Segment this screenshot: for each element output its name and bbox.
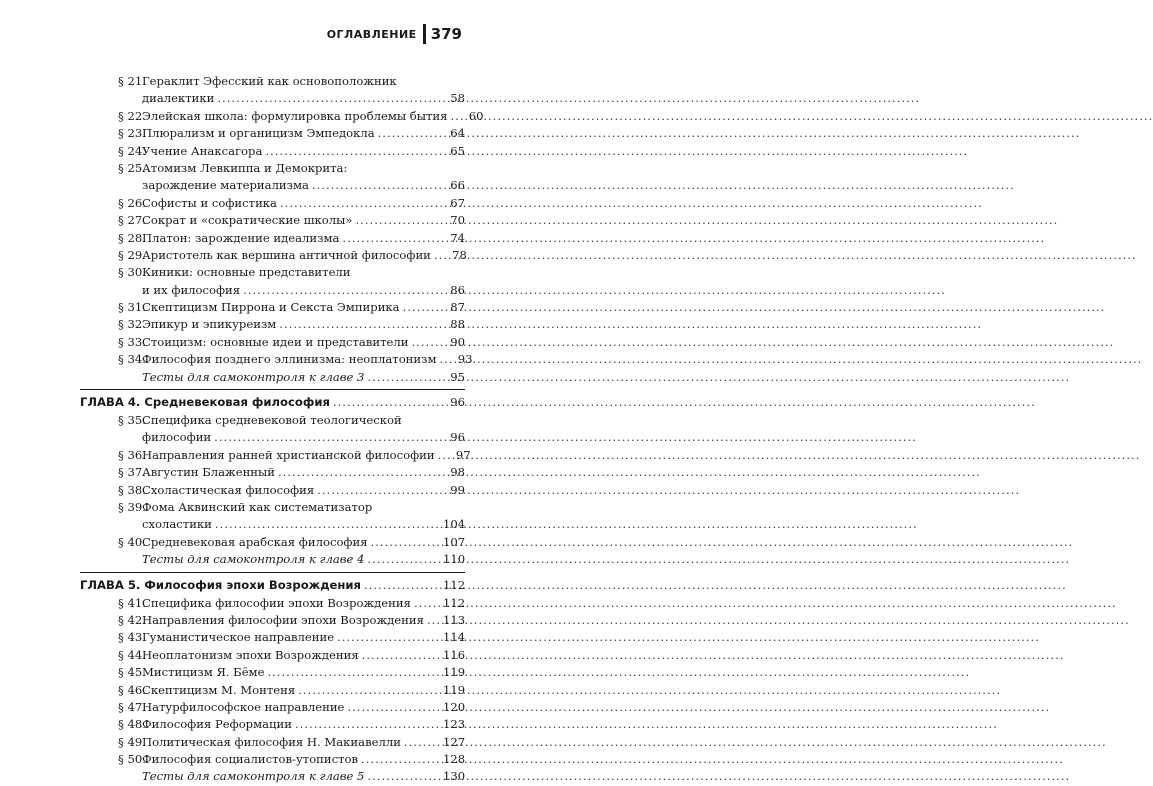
toc-entry xyxy=(80,90,465,107)
toc-entry xyxy=(80,316,465,333)
section-page: 64 xyxy=(450,126,465,141)
section-title: Специфика средневековой теологической xyxy=(142,413,402,428)
dot-leader xyxy=(312,177,440,194)
section-number: § 21. xyxy=(118,74,146,88)
chapter-title: ГЛАВА 4. Средневековая философия xyxy=(80,395,330,410)
section-title: Средневековая арабская философия xyxy=(142,534,368,549)
test-title: Тесты для самоконтроля к главе 4 xyxy=(142,552,365,567)
section-page: 123 xyxy=(443,717,466,732)
section-number: § 38. xyxy=(118,482,146,497)
toc-entry xyxy=(80,716,465,733)
section-number: § 32. xyxy=(118,317,146,332)
section-title: Направления ранней христианской философии xyxy=(142,447,435,462)
section-number: § 45. xyxy=(118,665,146,680)
section-page: 128 xyxy=(443,752,466,767)
section-number: § 31. xyxy=(118,300,146,315)
dot-leader xyxy=(298,682,440,699)
toc-entry xyxy=(80,177,465,194)
toc-entry xyxy=(80,412,465,429)
dot-leader xyxy=(378,125,440,142)
toc-entry xyxy=(80,195,465,212)
section-number: § 24. xyxy=(118,143,146,158)
section-number: § 34. xyxy=(118,352,146,367)
toc-entry xyxy=(80,629,465,646)
section-title: Фома Аквинский как систематизатор xyxy=(142,499,373,514)
section-title: Скептицизм М. Монтеня xyxy=(142,682,296,697)
section-number: § 33. xyxy=(118,334,146,349)
toc-entry xyxy=(80,751,465,768)
test-page: 110 xyxy=(443,552,466,567)
dot-leader xyxy=(362,647,440,664)
chapter-heading xyxy=(80,575,465,595)
toc-entry xyxy=(80,482,465,499)
chapter-divider xyxy=(80,572,465,573)
section-title: Платон: зарождение идеализма xyxy=(142,230,340,245)
section-page: 112 xyxy=(443,595,466,610)
section-title: Скептицизм Пиррона и Секста Эмпирика xyxy=(142,300,400,315)
section-page: 116 xyxy=(443,647,466,662)
section-number: § 44. xyxy=(118,647,146,662)
section-number: § 23. xyxy=(118,126,146,141)
toc-entry xyxy=(80,429,465,446)
section-number: § 22. xyxy=(118,108,146,123)
chapter-heading xyxy=(80,392,465,412)
header-title: ОГЛАВЛЕНИЕ xyxy=(326,27,417,41)
section-number: § 36. xyxy=(118,447,146,462)
section-title: Натурфилософское направление xyxy=(142,699,345,714)
section-title: Политическая философия Н. Макиавелли xyxy=(142,734,401,749)
toc-entry xyxy=(80,734,465,751)
section-number: § 35. xyxy=(118,413,146,428)
dot-leader xyxy=(333,392,440,412)
section-number: § 26. xyxy=(118,195,146,210)
section-page: 96 xyxy=(450,430,465,445)
toc-entry xyxy=(80,351,473,368)
dot-leader xyxy=(265,143,440,160)
toc-entry xyxy=(80,299,465,316)
section-page: 97 xyxy=(455,447,471,462)
dot-leader xyxy=(278,464,440,481)
section-title: Гераклит Эфесский как основоположник xyxy=(142,74,397,88)
section-title: Стоицизм: основные идеи и представители xyxy=(142,334,409,349)
dot-leader xyxy=(367,551,440,568)
section-page: 114 xyxy=(443,630,466,645)
header-page-number: 379 xyxy=(430,25,462,43)
section-page: 66 xyxy=(450,178,465,193)
chapter-divider xyxy=(80,389,465,390)
section-page: 86 xyxy=(450,282,465,297)
section-title: и их философия xyxy=(142,282,241,297)
section-title: Августин Блаженный xyxy=(142,465,275,480)
test-title: Тесты для самоконтроля к главе 3 xyxy=(142,369,365,384)
section-number: § 25. xyxy=(118,160,146,175)
toc-entry xyxy=(80,534,465,551)
dot-leader xyxy=(295,716,440,733)
section-title: диалектики xyxy=(142,91,215,106)
toc-entry xyxy=(80,334,465,351)
section-title: Учение Анаксагора xyxy=(142,143,263,158)
section-number: § 47. xyxy=(118,699,146,714)
dot-leader xyxy=(243,282,440,299)
dot-leader xyxy=(317,482,440,499)
dot-leader xyxy=(371,534,440,551)
dot-leader xyxy=(450,108,458,125)
toc-entry xyxy=(80,160,465,177)
dot-leader xyxy=(355,212,440,229)
dot-leader xyxy=(427,612,440,629)
section-title: философии xyxy=(142,430,212,445)
section-page: 74 xyxy=(450,230,465,245)
section-page: 88 xyxy=(450,317,465,332)
section-title: Направления философии эпохи Возрождения xyxy=(142,612,424,627)
section-page: 78 xyxy=(452,247,467,262)
toc-entry xyxy=(80,447,471,464)
section-title: Неоплатонизм эпохи Возрождения xyxy=(142,647,359,662)
dot-leader xyxy=(404,734,440,751)
section-title: Философия позднего эллинизма: неоплатонизм xyxy=(142,352,437,367)
section-page: 93 xyxy=(457,352,473,367)
section-title: зарождение материализма xyxy=(142,178,309,193)
section-page: 90 xyxy=(450,334,465,349)
section-page: 67 xyxy=(450,195,465,210)
dot-leader xyxy=(342,230,440,247)
chapter-page: 96 xyxy=(450,395,465,410)
dot-leader xyxy=(367,768,440,785)
dot-leader xyxy=(267,664,440,681)
section-title: Философия социалистов-утопистов xyxy=(142,752,359,767)
section-title: схоластики xyxy=(142,517,212,532)
section-title: Аристотель как вершина античной философии xyxy=(142,247,431,262)
toc-entry xyxy=(80,595,465,612)
section-title: Философия Реформации xyxy=(142,717,292,732)
section-page: 87 xyxy=(450,300,465,315)
dot-leader xyxy=(364,575,440,595)
chapter-title: ГЛАВА 5. Философия эпохи Возрождения xyxy=(80,577,361,592)
section-number: § 41. xyxy=(118,595,146,610)
toc-entry xyxy=(80,699,465,716)
table-of-contents xyxy=(80,73,484,786)
test-entry xyxy=(80,551,465,568)
section-title: Гуманистическое направление xyxy=(142,630,335,645)
chapter-page: 112 xyxy=(443,577,466,592)
toc-entry xyxy=(80,108,484,125)
section-number: § 43. xyxy=(118,630,146,645)
dot-leader xyxy=(217,90,440,107)
header-separator xyxy=(423,24,426,44)
dot-leader xyxy=(280,195,440,212)
section-title: Киники: основные представители xyxy=(142,265,351,280)
toc-entry xyxy=(80,499,465,516)
section-title: Элейская школа: формулировка проблемы бытия xyxy=(142,108,448,123)
dot-leader xyxy=(434,247,442,264)
section-title: Специфика философии эпохи Возрождения xyxy=(142,595,411,610)
section-page: 104 xyxy=(443,517,466,532)
dot-leader xyxy=(215,516,440,533)
test-page: 130 xyxy=(443,769,466,784)
test-page: 95 xyxy=(450,369,465,384)
dot-leader xyxy=(439,351,447,368)
section-number: § 39. xyxy=(118,499,146,514)
section-number: § 40. xyxy=(118,534,146,549)
section-page: 107 xyxy=(443,534,466,549)
dot-leader xyxy=(347,699,440,716)
section-page: 127 xyxy=(443,734,466,749)
section-page: 60 xyxy=(468,108,484,123)
toc-entry xyxy=(80,230,465,247)
toc-entry xyxy=(80,516,465,533)
toc-entry xyxy=(80,247,465,264)
toc-entry xyxy=(80,682,465,699)
test-title: Тесты для самоконтроля к главе 5 xyxy=(142,769,365,784)
section-page: 65 xyxy=(450,143,465,158)
section-number: § 49. xyxy=(118,734,146,749)
section-number: § 42. xyxy=(118,612,146,627)
toc-entry xyxy=(80,647,465,664)
section-page: 99 xyxy=(450,482,465,497)
toc-entry xyxy=(80,143,465,160)
section-number: § 27. xyxy=(118,213,146,228)
test-entry xyxy=(80,369,465,386)
dot-leader xyxy=(411,334,440,351)
dot-leader xyxy=(414,595,440,612)
section-title: Схоластическая философия xyxy=(142,482,315,497)
section-title: Софисты и софистика xyxy=(142,195,277,210)
section-number: § 46. xyxy=(118,682,146,697)
test-entry xyxy=(80,768,465,785)
section-number: § 50. xyxy=(118,752,146,767)
toc-entry xyxy=(80,612,465,629)
toc-entry xyxy=(80,125,465,142)
section-number: § 29. xyxy=(118,247,146,262)
section-title: Атомизм Левкиппа и Демокрита: xyxy=(142,160,348,175)
dot-leader xyxy=(361,751,440,768)
section-page: 119 xyxy=(443,682,466,697)
section-page: 120 xyxy=(443,699,466,714)
toc-entry xyxy=(80,464,465,481)
section-number: § 37. xyxy=(118,465,146,480)
toc-entry xyxy=(80,212,465,229)
section-title: Мистицизм Я. Бёме xyxy=(142,665,265,680)
section-title: Сократ и «сократические школы» xyxy=(142,213,353,228)
section-page: 98 xyxy=(450,465,465,480)
dot-leader xyxy=(279,316,440,333)
dot-leader xyxy=(214,429,440,446)
section-number: § 28. xyxy=(118,230,146,245)
section-page: 58 xyxy=(450,91,465,106)
section-page: 113 xyxy=(443,612,466,627)
toc-entry xyxy=(80,664,465,681)
section-page: 119 xyxy=(443,665,466,680)
dot-leader xyxy=(367,369,440,386)
toc-entry xyxy=(80,264,465,281)
section-title: Эпикур и эпикуреизм xyxy=(142,317,277,332)
toc-entry xyxy=(80,282,465,299)
dot-leader xyxy=(337,629,440,646)
dot-leader xyxy=(403,299,440,316)
section-title: Плюрализм и органицизм Эмпедокла xyxy=(142,126,375,141)
section-number: § 48. xyxy=(118,717,146,732)
toc-entry xyxy=(80,73,465,90)
section-number: § 30. xyxy=(118,265,146,280)
section-page: 70 xyxy=(450,213,465,228)
dot-leader xyxy=(438,447,446,464)
running-header xyxy=(327,24,462,44)
